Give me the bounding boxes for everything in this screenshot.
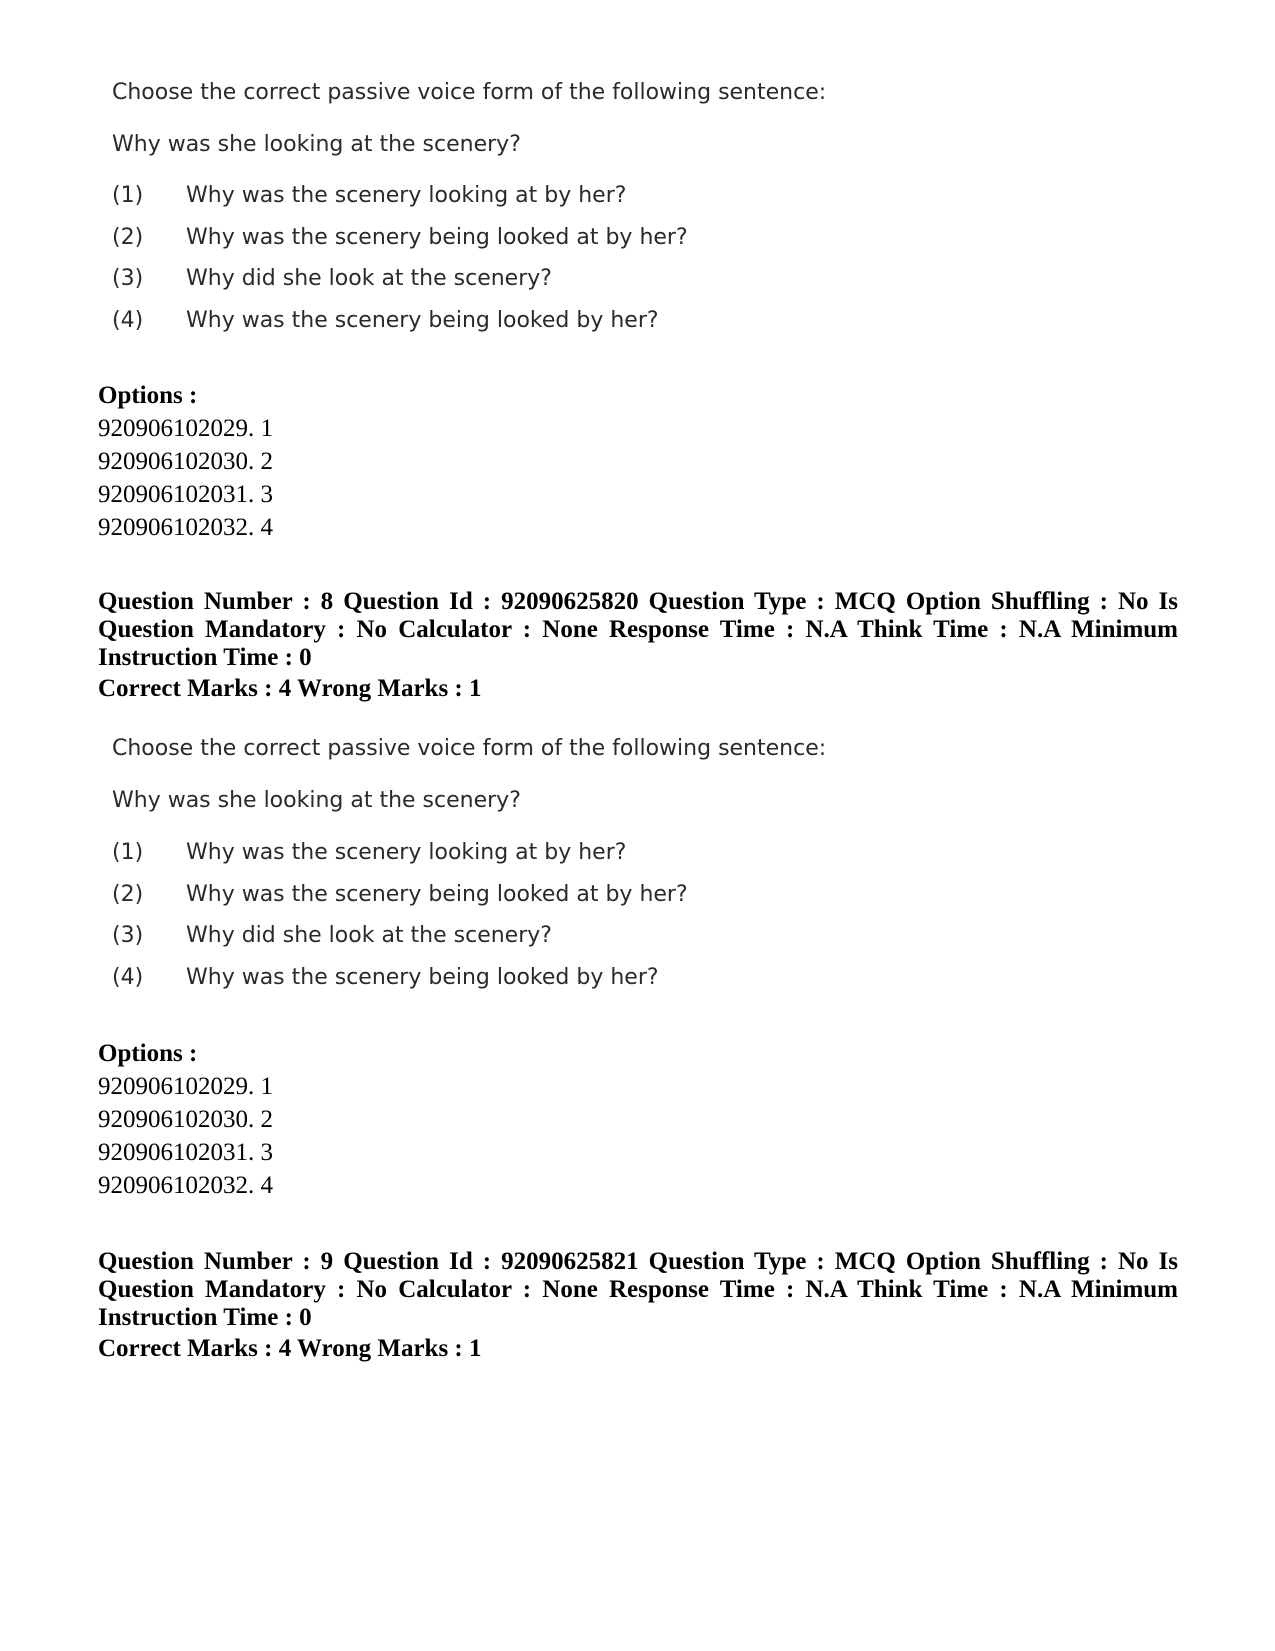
question-marks: Correct Marks : 4 Wrong Marks : 1 <box>98 675 482 702</box>
options-label: Options : <box>98 1040 198 1067</box>
option-item: 920906102029. 1 <box>98 1073 273 1100</box>
choice-text: Why was the scenery being looked at by her? <box>186 882 688 907</box>
option-item: 920906102031. 3 <box>98 1139 273 1166</box>
choice-number: (1) <box>112 840 144 865</box>
question-meta: Question Number : 8 Question Id : 92090625820 Question Type : MCQ Option Shuffling : No Is Question Mandatory : No Calculator : None Response Time : N.A Think Time : N.A Minimum Instruction Time : 0 <box>98 588 1178 671</box>
option-item: 920906102030. 2 <box>98 1106 273 1133</box>
question-meta: Question Number : 9 Question Id : 92090625821 Question Type : MCQ Option Shuffling : No Is Question Mandatory : No Calculator : None Response Time : N.A Think Time : N.A Minimum Instruction Time : 0 <box>98 1248 1178 1331</box>
choice-text: Why did she look at the scenery? <box>186 923 552 948</box>
question-prompt: Choose the correct passive voice form of the following sentence: <box>112 80 827 105</box>
choice-number: (2) <box>112 882 144 907</box>
choice-text: Why was the scenery being looked at by her? <box>186 225 688 250</box>
choice-number: (3) <box>112 923 144 948</box>
choice-number: (4) <box>112 308 144 333</box>
choice-number: (1) <box>112 183 144 208</box>
question-sentence: Why was she looking at the scenery? <box>112 788 521 813</box>
choice-number: (2) <box>112 225 144 250</box>
choice-text: Why was the scenery being looked by her? <box>186 308 659 333</box>
option-item: 920906102032. 4 <box>98 514 273 541</box>
choice-number: (4) <box>112 965 144 990</box>
option-item: 920906102032. 4 <box>98 1172 273 1199</box>
question-sentence: Why was she looking at the scenery? <box>112 132 521 157</box>
option-item: 920906102029. 1 <box>98 415 273 442</box>
option-item: 920906102030. 2 <box>98 448 273 475</box>
options-label: Options : <box>98 382 198 409</box>
choice-text: Why was the scenery looking at by her? <box>186 840 627 865</box>
choice-text: Why was the scenery looking at by her? <box>186 183 627 208</box>
choice-text: Why was the scenery being looked by her? <box>186 965 659 990</box>
question-prompt: Choose the correct passive voice form of the following sentence: <box>112 736 827 761</box>
choice-text: Why did she look at the scenery? <box>186 266 552 291</box>
question-marks: Correct Marks : 4 Wrong Marks : 1 <box>98 1335 482 1362</box>
choice-number: (3) <box>112 266 144 291</box>
option-item: 920906102031. 3 <box>98 481 273 508</box>
